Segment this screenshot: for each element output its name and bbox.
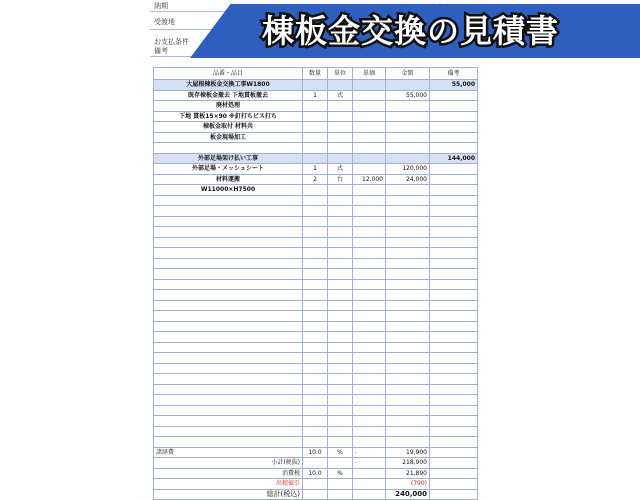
empty-row bbox=[154, 258, 478, 269]
empty-cell[interactable] bbox=[154, 279, 303, 290]
empty-cell[interactable] bbox=[154, 248, 303, 259]
note-cell[interactable] bbox=[430, 90, 478, 101]
empty-cell[interactable] bbox=[353, 206, 386, 217]
empty-cell[interactable] bbox=[353, 374, 386, 385]
table-row bbox=[154, 164, 478, 175]
quantity-cell[interactable]: 2 bbox=[303, 174, 328, 185]
empty-cell[interactable] bbox=[386, 426, 430, 437]
empty-cell[interactable] bbox=[430, 269, 478, 280]
empty-cell[interactable] bbox=[386, 321, 430, 332]
amount-cell[interactable] bbox=[386, 153, 430, 164]
summary-note-cell[interactable] bbox=[430, 468, 478, 479]
amount-cell[interactable] bbox=[386, 111, 430, 122]
empty-cell[interactable] bbox=[353, 279, 386, 290]
unit-cell[interactable] bbox=[328, 122, 353, 133]
amount-cell[interactable] bbox=[386, 122, 430, 133]
empty-cell[interactable] bbox=[303, 290, 328, 301]
empty-cell[interactable] bbox=[353, 416, 386, 427]
quantity-cell[interactable] bbox=[303, 132, 328, 143]
empty-cell[interactable] bbox=[328, 311, 353, 322]
payment-terms-label: お支払条件 bbox=[154, 38, 189, 46]
empty-cell[interactable] bbox=[430, 332, 478, 343]
item-name-cell[interactable]: 材料運搬 bbox=[154, 174, 303, 185]
empty-cell[interactable] bbox=[386, 237, 430, 248]
empty-cell[interactable] bbox=[430, 206, 478, 217]
empty-cell[interactable] bbox=[154, 195, 303, 206]
note-cell[interactable] bbox=[430, 185, 478, 196]
unit-cell[interactable] bbox=[328, 111, 353, 122]
empty-cell[interactable] bbox=[353, 195, 386, 206]
empty-cell[interactable] bbox=[328, 279, 353, 290]
quantity-cell[interactable] bbox=[303, 80, 328, 91]
empty-cell[interactable] bbox=[430, 311, 478, 322]
empty-cell[interactable] bbox=[154, 332, 303, 343]
empty-cell[interactable] bbox=[154, 416, 303, 427]
empty-row bbox=[154, 363, 478, 374]
summary-row bbox=[154, 447, 478, 458]
empty-cell[interactable] bbox=[353, 216, 386, 227]
empty-cell[interactable] bbox=[430, 353, 478, 364]
empty-row bbox=[154, 405, 478, 416]
quantity-cell[interactable] bbox=[303, 101, 328, 112]
empty-cell[interactable] bbox=[328, 227, 353, 238]
empty-cell[interactable] bbox=[353, 248, 386, 259]
empty-cell[interactable] bbox=[303, 248, 328, 259]
empty-cell[interactable] bbox=[303, 332, 328, 343]
empty-cell[interactable] bbox=[430, 374, 478, 385]
empty-cell[interactable] bbox=[303, 216, 328, 227]
item-name-cell[interactable]: 外部足場架け払い工事 bbox=[154, 153, 303, 164]
empty-cell[interactable] bbox=[154, 269, 303, 280]
summary-unit-cell[interactable] bbox=[328, 458, 353, 469]
empty-cell[interactable] bbox=[303, 363, 328, 374]
empty-row bbox=[154, 342, 478, 353]
header-amount: 金額 bbox=[386, 68, 430, 80]
summary-mark-cell[interactable] bbox=[353, 479, 386, 490]
summary-label[interactable]: 小計(税抜) bbox=[154, 458, 303, 469]
note-cell[interactable]: 55,000 bbox=[430, 80, 478, 91]
empty-cell[interactable] bbox=[430, 258, 478, 269]
amount-cell[interactable] bbox=[386, 80, 430, 91]
summary-amount[interactable]: 21,890 bbox=[386, 468, 430, 479]
empty-row bbox=[154, 279, 478, 290]
table-header-row bbox=[154, 68, 478, 80]
summary-rate-cell[interactable] bbox=[303, 489, 328, 500]
empty-cell[interactable] bbox=[353, 258, 386, 269]
empty-cell[interactable] bbox=[154, 374, 303, 385]
empty-cell[interactable] bbox=[353, 227, 386, 238]
empty-cell[interactable] bbox=[328, 405, 353, 416]
unit-price-cell[interactable] bbox=[353, 80, 386, 91]
empty-cell[interactable] bbox=[430, 216, 478, 227]
note-cell[interactable] bbox=[430, 164, 478, 175]
note-cell[interactable] bbox=[430, 101, 478, 112]
empty-cell[interactable] bbox=[154, 311, 303, 322]
table-row bbox=[154, 101, 478, 112]
summary-rate-cell[interactable] bbox=[303, 458, 328, 469]
amount-cell[interactable] bbox=[386, 101, 430, 112]
empty-cell[interactable] bbox=[430, 300, 478, 311]
empty-cell[interactable] bbox=[430, 363, 478, 374]
empty-cell[interactable] bbox=[154, 437, 303, 448]
summary-note-cell[interactable] bbox=[430, 489, 478, 500]
empty-row bbox=[154, 395, 478, 406]
empty-cell[interactable] bbox=[154, 426, 303, 437]
unit-price-cell[interactable] bbox=[353, 164, 386, 175]
quantity-cell[interactable] bbox=[303, 111, 328, 122]
empty-cell[interactable] bbox=[386, 384, 430, 395]
empty-cell[interactable] bbox=[328, 416, 353, 427]
empty-cell[interactable] bbox=[328, 426, 353, 437]
empty-cell[interactable] bbox=[154, 321, 303, 332]
empty-cell[interactable] bbox=[328, 206, 353, 217]
empty-cell[interactable] bbox=[430, 227, 478, 238]
empty-cell[interactable] bbox=[386, 374, 430, 385]
empty-cell[interactable] bbox=[386, 258, 430, 269]
empty-cell[interactable] bbox=[328, 321, 353, 332]
summary-rate-cell[interactable]: 10.0 bbox=[303, 447, 328, 458]
note-cell[interactable] bbox=[430, 122, 478, 133]
remarks-label: 備考 bbox=[154, 47, 168, 55]
empty-cell[interactable] bbox=[303, 300, 328, 311]
estimate-table bbox=[153, 67, 478, 500]
grand-total-label[interactable]: 総計(税込) bbox=[154, 489, 303, 500]
table-row bbox=[154, 122, 478, 133]
empty-cell[interactable] bbox=[154, 206, 303, 217]
summary-rate-cell[interactable]: 10.0 bbox=[303, 468, 328, 479]
empty-row bbox=[154, 269, 478, 280]
item-name-cell[interactable]: W11000×H7500 bbox=[154, 185, 303, 196]
unit-cell[interactable]: 式 bbox=[328, 164, 353, 175]
unit-cell[interactable] bbox=[328, 185, 353, 196]
summary-mark-cell[interactable] bbox=[353, 489, 386, 500]
summary-row bbox=[154, 479, 478, 490]
empty-cell[interactable] bbox=[303, 311, 328, 322]
summary-label[interactable]: 消費税 bbox=[154, 468, 303, 479]
amount-cell[interactable]: 120,000 bbox=[386, 164, 430, 175]
summary-label[interactable]: 諸経費 bbox=[154, 447, 303, 458]
empty-cell[interactable] bbox=[303, 405, 328, 416]
empty-cell[interactable] bbox=[386, 437, 430, 448]
empty-cell[interactable] bbox=[353, 332, 386, 343]
empty-cell[interactable] bbox=[353, 342, 386, 353]
empty-cell[interactable] bbox=[430, 395, 478, 406]
empty-row bbox=[154, 216, 478, 227]
amount-cell[interactable]: 55,000 bbox=[386, 90, 430, 101]
empty-cell[interactable] bbox=[430, 426, 478, 437]
empty-row bbox=[154, 332, 478, 343]
empty-cell[interactable] bbox=[430, 321, 478, 332]
unit-cell[interactable]: 台 bbox=[328, 174, 353, 185]
table-row bbox=[154, 111, 478, 122]
empty-cell[interactable] bbox=[303, 269, 328, 280]
header-quantity: 数量 bbox=[303, 68, 328, 80]
empty-cell[interactable] bbox=[328, 342, 353, 353]
item-name-cell[interactable] bbox=[154, 143, 303, 154]
empty-cell[interactable] bbox=[386, 405, 430, 416]
empty-row bbox=[154, 353, 478, 364]
summary-amount[interactable]: 19,900 bbox=[386, 447, 430, 458]
empty-cell[interactable] bbox=[353, 353, 386, 364]
empty-cell[interactable] bbox=[430, 342, 478, 353]
empty-row bbox=[154, 416, 478, 427]
empty-cell[interactable] bbox=[386, 342, 430, 353]
unit-cell[interactable] bbox=[328, 132, 353, 143]
empty-cell[interactable] bbox=[386, 363, 430, 374]
table-row bbox=[154, 143, 478, 154]
empty-row bbox=[154, 321, 478, 332]
summary-rate-cell[interactable] bbox=[303, 479, 328, 490]
unit-price-cell[interactable] bbox=[353, 122, 386, 133]
empty-cell[interactable] bbox=[430, 195, 478, 206]
unit-price-cell[interactable] bbox=[353, 90, 386, 101]
empty-cell[interactable] bbox=[303, 416, 328, 427]
item-name-cell[interactable]: 外部足場・メッシュシート bbox=[154, 164, 303, 175]
empty-cell[interactable] bbox=[328, 258, 353, 269]
empty-row bbox=[154, 195, 478, 206]
item-name-cell[interactable]: 棟板金取付 材料共 bbox=[154, 122, 303, 133]
empty-cell[interactable] bbox=[328, 437, 353, 448]
empty-cell[interactable] bbox=[328, 237, 353, 248]
unit-price-cell[interactable] bbox=[353, 101, 386, 112]
empty-cell[interactable] bbox=[303, 321, 328, 332]
quantity-cell[interactable] bbox=[303, 185, 328, 196]
empty-cell[interactable] bbox=[353, 405, 386, 416]
summary-note-cell[interactable] bbox=[430, 479, 478, 490]
header-unit: 単位 bbox=[328, 68, 353, 80]
grand-total-row bbox=[154, 489, 478, 500]
empty-row bbox=[154, 311, 478, 322]
summary-note-cell[interactable] bbox=[430, 458, 478, 469]
delivery-place-label: 受渡地 bbox=[154, 18, 175, 26]
empty-row bbox=[154, 290, 478, 301]
item-name-cell[interactable]: 既存棟板金撤去 下地貫板撤去 bbox=[154, 90, 303, 101]
table-body bbox=[154, 80, 478, 500]
empty-cell[interactable] bbox=[353, 269, 386, 280]
empty-cell[interactable] bbox=[303, 206, 328, 217]
item-name-cell[interactable]: 下地 貫板15×90 ※釘打ちビス打ち bbox=[154, 111, 303, 122]
empty-cell[interactable] bbox=[154, 384, 303, 395]
empty-cell[interactable] bbox=[430, 279, 478, 290]
empty-cell[interactable] bbox=[154, 300, 303, 311]
empty-cell[interactable] bbox=[328, 216, 353, 227]
summary-unit-cell[interactable]: % bbox=[328, 447, 353, 458]
empty-cell[interactable] bbox=[154, 237, 303, 248]
empty-cell[interactable] bbox=[303, 227, 328, 238]
summary-unit-cell[interactable] bbox=[328, 479, 353, 490]
empty-cell[interactable] bbox=[430, 248, 478, 259]
item-name-cell[interactable]: 板金現場加工 bbox=[154, 132, 303, 143]
item-name-cell[interactable]: 廃材処理 bbox=[154, 101, 303, 112]
unit-cell[interactable]: 式 bbox=[328, 90, 353, 101]
empty-cell[interactable] bbox=[303, 279, 328, 290]
empty-cell[interactable] bbox=[328, 300, 353, 311]
summary-row bbox=[154, 458, 478, 469]
empty-row bbox=[154, 248, 478, 259]
title-banner bbox=[190, 4, 640, 58]
unit-price-cell[interactable] bbox=[353, 143, 386, 154]
empty-cell[interactable] bbox=[386, 395, 430, 406]
empty-cell[interactable] bbox=[154, 216, 303, 227]
empty-cell[interactable] bbox=[328, 363, 353, 374]
empty-row bbox=[154, 227, 478, 238]
unit-price-cell[interactable] bbox=[353, 185, 386, 196]
empty-cell[interactable] bbox=[328, 353, 353, 364]
empty-cell[interactable] bbox=[154, 290, 303, 301]
section-row bbox=[154, 80, 478, 91]
note-cell[interactable] bbox=[430, 132, 478, 143]
empty-cell[interactable] bbox=[353, 384, 386, 395]
empty-cell[interactable] bbox=[430, 437, 478, 448]
quantity-cell[interactable] bbox=[303, 143, 328, 154]
empty-cell[interactable] bbox=[328, 195, 353, 206]
empty-cell[interactable] bbox=[386, 206, 430, 217]
table-row bbox=[154, 90, 478, 101]
empty-row bbox=[154, 237, 478, 248]
summary-label[interactable]: 出精値引 bbox=[154, 479, 303, 490]
empty-cell[interactable] bbox=[353, 395, 386, 406]
empty-cell[interactable] bbox=[386, 311, 430, 322]
empty-cell[interactable] bbox=[386, 269, 430, 280]
empty-cell[interactable] bbox=[154, 363, 303, 374]
page-title: 棟板金交換の見積書 bbox=[262, 12, 560, 50]
table-row bbox=[154, 132, 478, 143]
empty-cell[interactable] bbox=[353, 290, 386, 301]
empty-cell[interactable] bbox=[328, 269, 353, 280]
empty-cell[interactable] bbox=[328, 332, 353, 343]
empty-cell[interactable] bbox=[328, 290, 353, 301]
unit-price-cell[interactable] bbox=[353, 132, 386, 143]
amount-cell[interactable] bbox=[386, 185, 430, 196]
summary-unit-cell[interactable]: % bbox=[328, 468, 353, 479]
section-row bbox=[154, 153, 478, 164]
amount-cell[interactable] bbox=[386, 143, 430, 154]
header-item-name: 品番・品目 bbox=[154, 68, 303, 80]
empty-cell[interactable] bbox=[303, 395, 328, 406]
empty-cell[interactable] bbox=[386, 290, 430, 301]
summary-mark-cell[interactable]: - bbox=[353, 447, 386, 458]
summary-note-cell[interactable] bbox=[430, 447, 478, 458]
grand-total-amount[interactable]: 240,000 bbox=[386, 489, 430, 500]
quantity-cell[interactable]: 1 bbox=[303, 164, 328, 175]
empty-cell[interactable] bbox=[328, 384, 353, 395]
summary-row bbox=[154, 468, 478, 479]
empty-cell[interactable] bbox=[154, 395, 303, 406]
summary-mark-cell[interactable] bbox=[353, 468, 386, 479]
summary-amount[interactable]: (790) bbox=[386, 479, 430, 490]
empty-cell[interactable] bbox=[154, 227, 303, 238]
empty-cell[interactable] bbox=[430, 405, 478, 416]
empty-cell[interactable] bbox=[303, 353, 328, 364]
empty-cell[interactable] bbox=[303, 374, 328, 385]
empty-row bbox=[154, 206, 478, 217]
unit-price-cell[interactable] bbox=[353, 153, 386, 164]
header-unit-price: 単価 bbox=[353, 68, 386, 80]
empty-cell[interactable] bbox=[328, 374, 353, 385]
empty-cell[interactable] bbox=[353, 437, 386, 448]
empty-row bbox=[154, 374, 478, 385]
empty-cell[interactable] bbox=[353, 237, 386, 248]
empty-row bbox=[154, 384, 478, 395]
empty-cell[interactable] bbox=[303, 237, 328, 248]
note-cell[interactable] bbox=[430, 143, 478, 154]
empty-cell[interactable] bbox=[386, 416, 430, 427]
unit-cell[interactable] bbox=[328, 153, 353, 164]
empty-row bbox=[154, 437, 478, 448]
empty-cell[interactable] bbox=[303, 258, 328, 269]
empty-cell[interactable] bbox=[154, 342, 303, 353]
empty-cell[interactable] bbox=[386, 300, 430, 311]
quantity-cell[interactable]: 1 bbox=[303, 90, 328, 101]
empty-cell[interactable] bbox=[353, 300, 386, 311]
empty-cell[interactable] bbox=[386, 216, 430, 227]
empty-cell[interactable] bbox=[328, 248, 353, 259]
empty-cell[interactable] bbox=[353, 363, 386, 374]
empty-cell[interactable] bbox=[430, 384, 478, 395]
item-name-cell[interactable]: 大屋根棟板金交換工事W1800 bbox=[154, 80, 303, 91]
empty-cell[interactable] bbox=[353, 311, 386, 322]
amount-cell[interactable] bbox=[386, 132, 430, 143]
empty-cell[interactable] bbox=[386, 248, 430, 259]
empty-cell[interactable] bbox=[303, 195, 328, 206]
quantity-cell[interactable] bbox=[303, 153, 328, 164]
empty-cell[interactable] bbox=[303, 426, 328, 437]
empty-cell[interactable] bbox=[386, 353, 430, 364]
amount-cell[interactable]: 24,000 bbox=[386, 174, 430, 185]
table-row bbox=[154, 185, 478, 196]
note-cell[interactable] bbox=[430, 111, 478, 122]
unit-price-cell[interactable] bbox=[353, 111, 386, 122]
empty-cell[interactable] bbox=[386, 195, 430, 206]
note-cell[interactable] bbox=[430, 174, 478, 185]
unit-cell[interactable] bbox=[328, 80, 353, 91]
empty-row bbox=[154, 300, 478, 311]
unit-cell[interactable] bbox=[328, 101, 353, 112]
summary-unit-cell[interactable] bbox=[328, 489, 353, 500]
empty-cell[interactable] bbox=[430, 237, 478, 248]
delivery-date-label: 納期 bbox=[154, 2, 168, 10]
empty-cell[interactable] bbox=[430, 416, 478, 427]
summary-mark-cell[interactable]: - bbox=[353, 458, 386, 469]
empty-cell[interactable] bbox=[303, 437, 328, 448]
empty-cell[interactable] bbox=[386, 279, 430, 290]
unit-price-cell[interactable]: 12,000 bbox=[353, 174, 386, 185]
empty-cell[interactable] bbox=[353, 321, 386, 332]
empty-cell[interactable] bbox=[386, 332, 430, 343]
empty-row bbox=[154, 426, 478, 437]
empty-cell[interactable] bbox=[303, 384, 328, 395]
empty-cell[interactable] bbox=[154, 405, 303, 416]
note-cell[interactable]: 144,000 bbox=[430, 153, 478, 164]
empty-cell[interactable] bbox=[303, 342, 328, 353]
empty-cell[interactable] bbox=[430, 290, 478, 301]
header-note: 備考 bbox=[430, 68, 478, 80]
empty-cell[interactable] bbox=[353, 426, 386, 437]
empty-cell[interactable] bbox=[154, 353, 303, 364]
summary-amount[interactable]: 218,900 bbox=[386, 458, 430, 469]
unit-cell[interactable] bbox=[328, 143, 353, 154]
empty-cell[interactable] bbox=[328, 395, 353, 406]
empty-cell[interactable] bbox=[386, 227, 430, 238]
table-row bbox=[154, 174, 478, 185]
empty-cell[interactable] bbox=[154, 258, 303, 269]
quantity-cell[interactable] bbox=[303, 122, 328, 133]
